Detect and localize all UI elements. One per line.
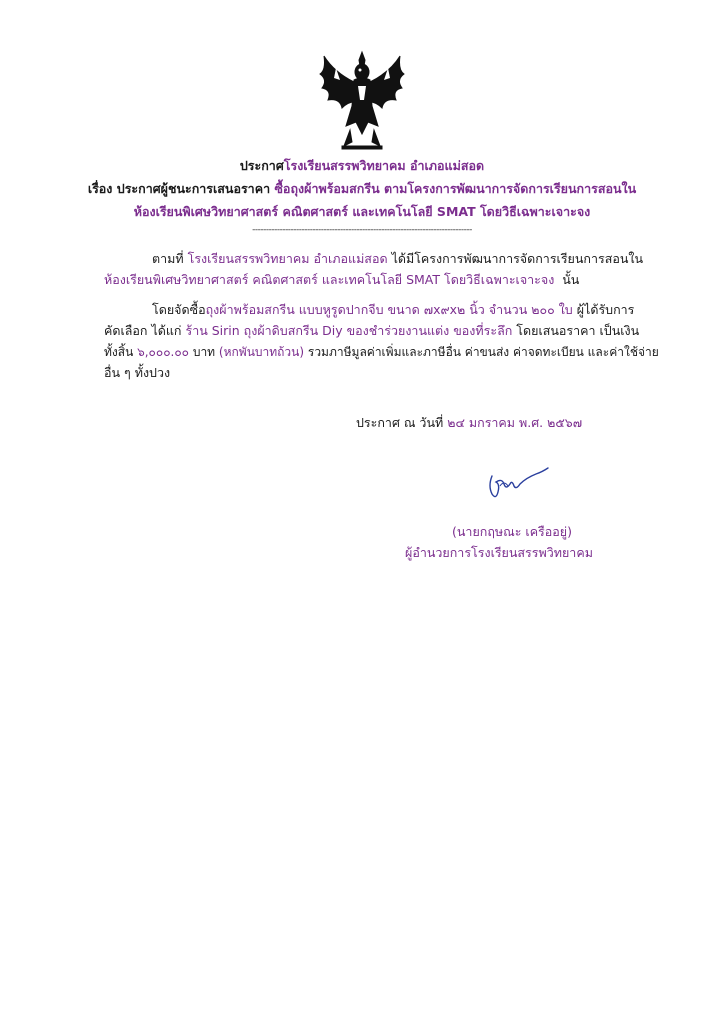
project-name: ห้องเรียนพิเศษวิทยาศาสตร์ คณิตศาสตร์ และเทคโนโลยี SMAT โดยวิธีเฉพาะเจาะจง bbox=[104, 272, 555, 287]
subject-item: ซื้อถุงผ้าพร้อมสกรีน ตามโครงการพัฒนาการจัดการเรียนการสอนใน bbox=[274, 181, 637, 196]
subject-line bbox=[0, 180, 724, 198]
paragraph-2-line-4: อื่น ๆ ทั้งปวง bbox=[104, 365, 171, 380]
subject-project: ห้องเรียนพิเศษวิทยาศาสตร์ คณิตศาสตร์ และเทคโนโลยี SMAT โดยวิธีเฉพาะเจาะจง bbox=[133, 204, 591, 219]
paragraph-2-line-2 bbox=[104, 322, 639, 340]
text: โดยจัดซื้อ bbox=[152, 302, 206, 317]
text: ผู้ได้รับการ bbox=[576, 302, 635, 317]
signature-icon bbox=[486, 466, 550, 502]
garuda-emblem-icon bbox=[316, 50, 408, 152]
amount-words: (หกพันบาทถ้วน) bbox=[218, 345, 305, 359]
announcement-title bbox=[0, 157, 724, 175]
vendor-name: ร้าน Sirin ถุงผ้าดิบสกรีน Diy ของชำร่วยงานแต่ง ของที่ระลึก bbox=[185, 323, 513, 338]
paragraph-2-line-1 bbox=[152, 301, 634, 319]
amount: ๖,๐๐๐.๐๐ bbox=[137, 345, 189, 359]
text: ตามที่ bbox=[152, 251, 184, 266]
text: ทั้งสิ้น bbox=[104, 345, 134, 359]
text: ได้มีโครงการพัฒนาการจัดการเรียนการสอนใน bbox=[391, 251, 644, 266]
text: บาท bbox=[192, 345, 216, 359]
text: คัดเลือก ได้แก่ bbox=[104, 323, 182, 338]
title-prefix: ประกาศ bbox=[239, 158, 284, 173]
text: โดยเสนอราคา เป็นเงิน bbox=[516, 323, 640, 338]
item-description: ถุงผ้าพร้อมสกรีน แบบหูรูดปากจีบ ขนาด ๗x๙x๒ นิ้ว จำนวน ๒๐๐ ใบ bbox=[205, 302, 573, 317]
paragraph-1-line-2 bbox=[104, 271, 579, 289]
signer-name: (นายกฤษณะ เครืออยู่) bbox=[452, 524, 572, 539]
paragraph-1-line-1 bbox=[152, 250, 643, 268]
school-name: โรงเรียนสรรพวิทยาคม อำเภอแม่สอด bbox=[283, 158, 485, 173]
text: รวมภาษีมูลค่าเพิ่มและภาษีอื่น ค่าขนส่ง ค่าจดทะเบียน และค่าใช้จ่าย bbox=[307, 345, 659, 359]
announce-date: ๒๔ มกราคม พ.ศ. ๒๕๖๗ bbox=[447, 415, 583, 430]
school-name-inline: โรงเรียนสรรพวิทยาคม อำเภอแม่สอด bbox=[187, 251, 388, 266]
announce-date-line bbox=[356, 414, 582, 432]
text: นั้น bbox=[562, 272, 580, 287]
subject-prefix: เรื่อง ประกาศผู้ชนะการเสนอราคา bbox=[87, 181, 271, 196]
separator-line: -------------------------------------------------------------------------------- bbox=[252, 225, 472, 235]
paragraph-2-line-3 bbox=[104, 343, 659, 361]
signer-position: ผู้อำนวยการโรงเรียนสรรพวิทยาคม bbox=[405, 545, 593, 560]
text: ประกาศ ณ วันที่ bbox=[356, 415, 444, 430]
